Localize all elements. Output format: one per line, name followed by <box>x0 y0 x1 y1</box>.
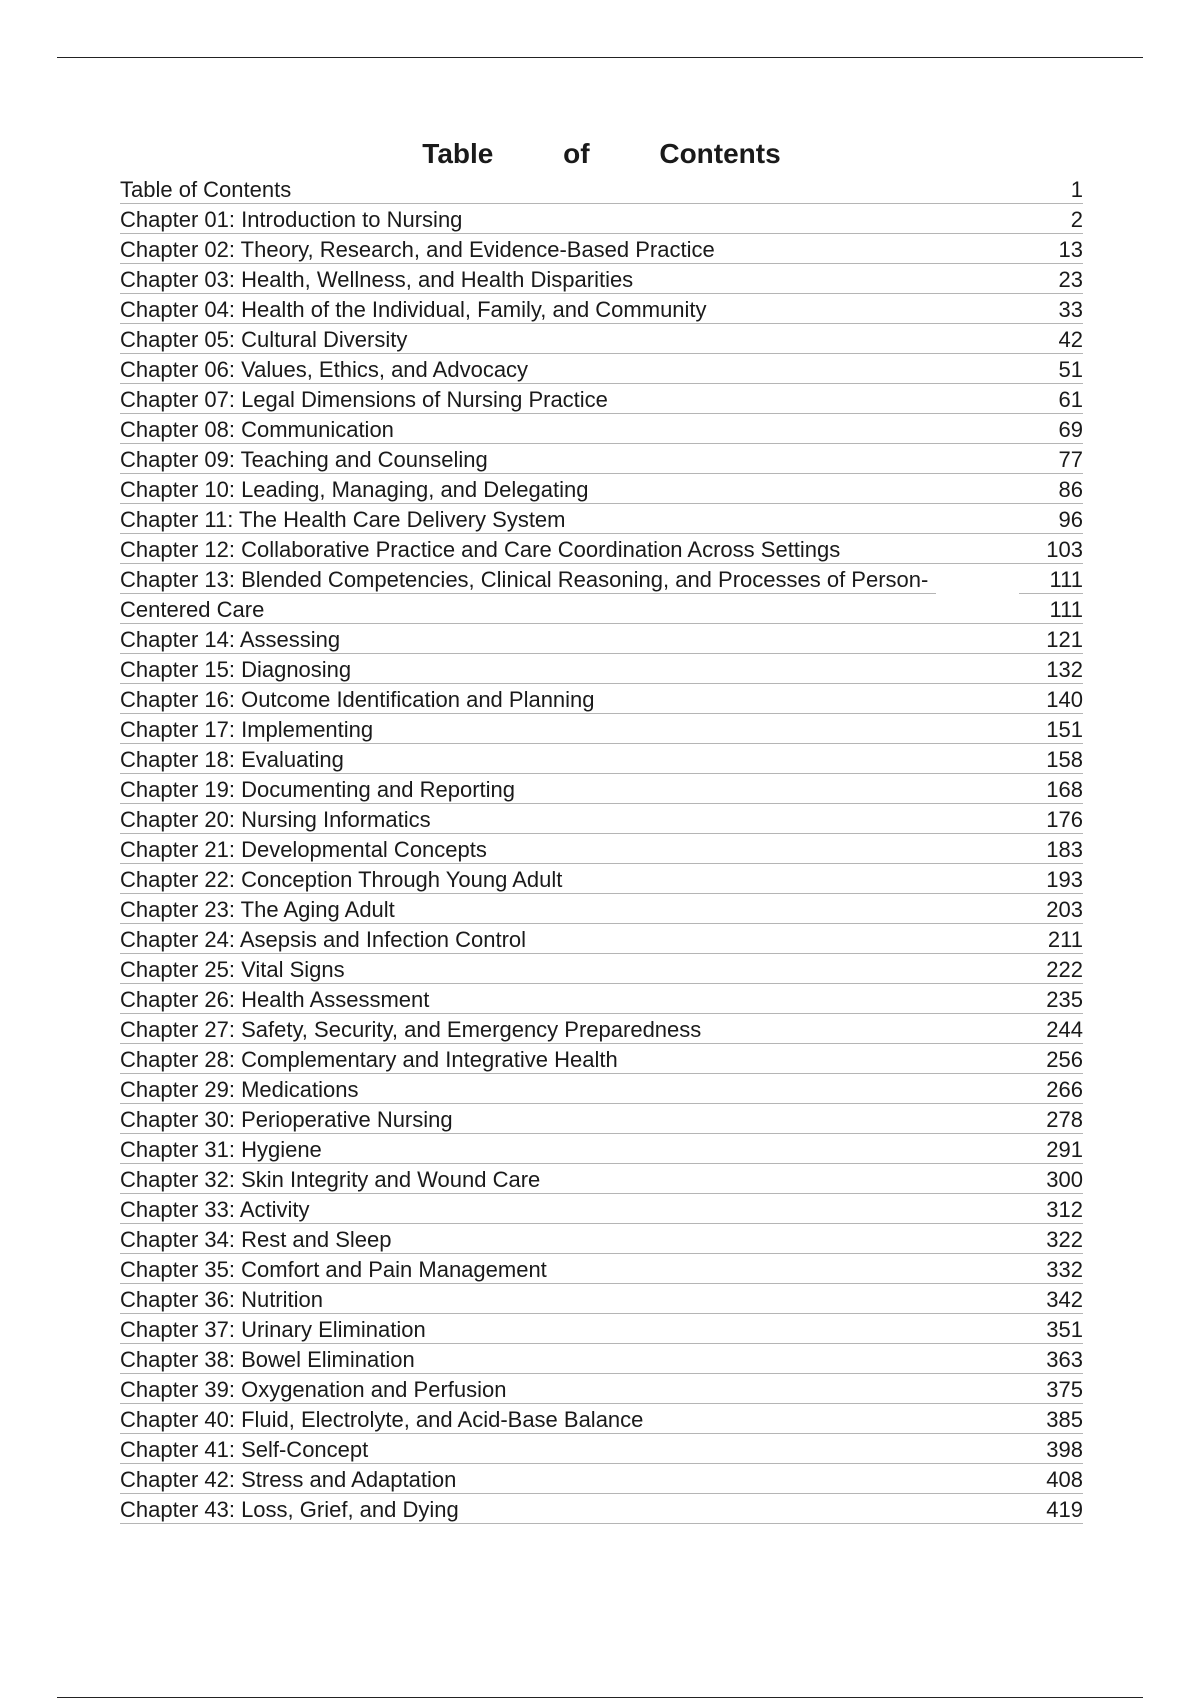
toc-entry-page: 69 <box>1019 414 1083 444</box>
toc-entry[interactable] <box>120 1344 1083 1374</box>
toc-entry-title: Chapter 36: Nutrition <box>120 1284 1019 1314</box>
toc-entry[interactable] <box>120 444 1083 474</box>
toc-entry-page: 222 <box>1019 954 1083 984</box>
toc-entry-title: Chapter 31: Hygiene <box>120 1134 1019 1164</box>
toc-entry-title: Chapter 22: Conception Through Young Adult <box>120 864 1019 894</box>
toc-entry-title: Chapter 34: Rest and Sleep <box>120 1224 1019 1254</box>
toc-entry-title: Chapter 15: Diagnosing <box>120 654 1019 684</box>
toc-entry[interactable] <box>120 504 1083 534</box>
toc-entry-page: 42 <box>1019 324 1083 354</box>
toc-entry[interactable] <box>120 1254 1083 1284</box>
toc-entry-title: Chapter 18: Evaluating <box>120 744 1019 774</box>
toc-entry-page: 51 <box>1019 354 1083 384</box>
toc-entry[interactable] <box>120 1464 1083 1494</box>
toc-entry-title: Chapter 19: Documenting and Reporting <box>120 774 1019 804</box>
toc-entry[interactable] <box>120 264 1083 294</box>
toc-entry-page: 322 <box>1019 1224 1083 1254</box>
toc-entry[interactable] <box>120 354 1083 384</box>
toc-entry-page: 291 <box>1019 1134 1083 1164</box>
toc-entry[interactable] <box>120 294 1083 324</box>
toc-entry-page: 398 <box>1019 1434 1083 1464</box>
toc-entry-title: Chapter 23: The Aging Adult <box>120 894 1019 924</box>
toc-entry[interactable] <box>120 924 1083 954</box>
page-title <box>120 138 1083 170</box>
toc-entry-title: Chapter 30: Perioperative Nursing <box>120 1104 1019 1134</box>
toc-entry-page: 419 <box>1019 1494 1083 1524</box>
toc-entry-page: 77 <box>1019 444 1083 474</box>
toc-entry[interactable] <box>120 834 1083 864</box>
footer-rule <box>57 1697 1143 1698</box>
toc-entry-page: 211 <box>1019 924 1083 954</box>
toc-entry[interactable] <box>120 1044 1083 1074</box>
toc-entry[interactable] <box>120 684 1083 714</box>
toc-entry-title: Chapter 29: Medications <box>120 1074 1019 1104</box>
toc-entry-page: 300 <box>1019 1164 1083 1194</box>
toc-entry-page: 342 <box>1019 1284 1083 1314</box>
toc-entry-page: 256 <box>1019 1044 1083 1074</box>
toc-entry[interactable] <box>120 654 1083 684</box>
toc-entry-page: 33 <box>1019 294 1083 324</box>
toc-entry[interactable] <box>120 1074 1083 1104</box>
toc-entry-page: 13 <box>1019 234 1083 264</box>
toc-entry-page: 235 <box>1019 984 1083 1014</box>
toc-entry-page: 312 <box>1019 1194 1083 1224</box>
toc-entry-page: 2 <box>1019 204 1083 234</box>
toc-entry[interactable] <box>120 1314 1083 1344</box>
toc-entry-page: 151 <box>1019 714 1083 744</box>
toc-entry-title-text: Chapter 13: Blended Competencies, Clinical Reasoning, and Processes of Person- <box>120 564 936 594</box>
toc-entry[interactable] <box>120 984 1083 1014</box>
toc-entry-page: 183 <box>1019 834 1083 864</box>
toc-entry-title: Chapter 32: Skin Integrity and Wound Care <box>120 1164 1019 1194</box>
toc-entry-title: Chapter 24: Asepsis and Infection Control <box>120 924 1019 954</box>
title-word: Contents <box>659 137 781 169</box>
toc-entry-page: 363 <box>1019 1344 1083 1374</box>
toc-entry-page: 111 <box>1019 564 1083 594</box>
toc-entry-page: 158 <box>1019 744 1083 774</box>
toc-entry-page: 121 <box>1019 624 1083 654</box>
toc-entry-title: Chapter 33: Activity <box>120 1194 1019 1224</box>
toc-list <box>120 174 1083 1524</box>
toc-entry-title: Chapter 16: Outcome Identification and Planning <box>120 684 1019 714</box>
toc-entry-page: 176 <box>1019 804 1083 834</box>
toc-entry-page: 278 <box>1019 1104 1083 1134</box>
toc-entry[interactable] <box>120 1134 1083 1164</box>
header-rule <box>57 57 1143 58</box>
toc-entry-title: Centered Care <box>120 594 1019 624</box>
toc-entry-title: Table of Contents <box>120 174 1019 204</box>
toc-entry[interactable] <box>120 1224 1083 1254</box>
toc-entry[interactable] <box>120 714 1083 744</box>
toc-entry[interactable] <box>120 864 1083 894</box>
toc-entry-page: 23 <box>1019 264 1083 294</box>
toc-entry-title: Chapter 38: Bowel Elimination <box>120 1344 1019 1374</box>
toc-entry-title: Chapter 37: Urinary Elimination <box>120 1314 1019 1344</box>
title-word: of <box>563 137 590 169</box>
toc-entry[interactable] <box>120 1494 1083 1524</box>
toc-entry[interactable] <box>120 1104 1083 1134</box>
toc-entry[interactable] <box>120 1404 1083 1434</box>
toc-entry-title: Chapter 27: Safety, Security, and Emergency Preparedness <box>120 1014 1019 1044</box>
toc-entry[interactable] <box>120 414 1083 444</box>
toc-entry-title: Chapter 06: Values, Ethics, and Advocacy <box>120 354 1019 384</box>
toc-entry-page: 193 <box>1019 864 1083 894</box>
toc-entry-title: Chapter 28: Complementary and Integrative Health <box>120 1044 1019 1074</box>
toc-entry-title: Chapter 08: Communication <box>120 414 1019 444</box>
toc-entry[interactable] <box>120 1374 1083 1404</box>
toc-entry[interactable] <box>120 534 1083 564</box>
toc-entry[interactable] <box>120 774 1083 804</box>
toc-entry[interactable] <box>120 954 1083 984</box>
toc-entry[interactable] <box>120 384 1083 414</box>
toc-entry-page: 103 <box>1019 534 1083 564</box>
toc-entry-page: 203 <box>1019 894 1083 924</box>
toc-entry[interactable] <box>120 174 1083 204</box>
toc-entry-title: Chapter 39: Oxygenation and Perfusion <box>120 1374 1019 1404</box>
toc-entry-title: Chapter 02: Theory, Research, and Evidence-Based Practice <box>120 234 1019 264</box>
toc-entry-title: Chapter 10: Leading, Managing, and Delegating <box>120 474 1019 504</box>
toc-entry-title: Chapter 01: Introduction to Nursing <box>120 204 1019 234</box>
toc-entry[interactable] <box>120 594 1083 624</box>
toc-entry[interactable] <box>120 744 1083 774</box>
toc-entry[interactable] <box>120 234 1083 264</box>
toc-entry[interactable] <box>120 894 1083 924</box>
toc-entry-page: 132 <box>1019 654 1083 684</box>
toc-entry-title: Chapter 41: Self-Concept <box>120 1434 1019 1464</box>
title-word: Table <box>422 137 494 169</box>
toc-entry-page: 332 <box>1019 1254 1083 1284</box>
toc-entry-title: Chapter 26: Health Assessment <box>120 984 1019 1014</box>
toc-entry-title: Chapter 17: Implementing <box>120 714 1019 744</box>
toc-entry-title: Chapter 04: Health of the Individual, Family, and Community <box>120 294 1019 324</box>
toc-entry-title: Chapter 25: Vital Signs <box>120 954 1019 984</box>
toc-entry[interactable] <box>120 474 1083 504</box>
toc-entry-page: 111 <box>1019 594 1083 624</box>
toc-entry-page: 351 <box>1019 1314 1083 1344</box>
toc-entry-page: 244 <box>1019 1014 1083 1044</box>
toc-entry-title: Chapter 21: Developmental Concepts <box>120 834 1019 864</box>
toc-entry[interactable] <box>120 324 1083 354</box>
toc-entry-page: 168 <box>1019 774 1083 804</box>
toc-entry-title: Chapter 43: Loss, Grief, and Dying <box>120 1494 1019 1524</box>
toc-entry-title: Chapter 07: Legal Dimensions of Nursing Practice <box>120 384 1019 414</box>
toc-entry-title: Chapter 35: Comfort and Pain Management <box>120 1254 1019 1284</box>
toc-entry-title: Chapter 12: Collaborative Practice and Care Coordination Across Settings <box>120 534 1019 564</box>
toc-entry-title <box>120 564 1019 594</box>
toc-entry[interactable] <box>120 1014 1083 1044</box>
toc-entry[interactable] <box>120 1284 1083 1314</box>
toc-entry-title: Chapter 14: Assessing <box>120 624 1019 654</box>
toc-entry-page: 385 <box>1019 1404 1083 1434</box>
toc-entry-title: Chapter 03: Health, Wellness, and Health Disparities <box>120 264 1019 294</box>
toc-entry-title: Chapter 05: Cultural Diversity <box>120 324 1019 354</box>
toc-entry-page: 140 <box>1019 684 1083 714</box>
toc-entry-page: 96 <box>1019 504 1083 534</box>
toc-entry-title: Chapter 09: Teaching and Counseling <box>120 444 1019 474</box>
toc-entry-title: Chapter 40: Fluid, Electrolyte, and Acid-Base Balance <box>120 1404 1019 1434</box>
toc-entry-page: 86 <box>1019 474 1083 504</box>
toc-entry-page: 408 <box>1019 1464 1083 1494</box>
toc-entry[interactable] <box>120 1434 1083 1464</box>
toc-entry-title: Chapter 20: Nursing Informatics <box>120 804 1019 834</box>
toc-entry[interactable] <box>120 204 1083 234</box>
toc-entry[interactable] <box>120 804 1083 834</box>
toc-entry-page: 266 <box>1019 1074 1083 1104</box>
toc-entry-page: 1 <box>1019 174 1083 204</box>
toc-entry-title: Chapter 42: Stress and Adaptation <box>120 1464 1019 1494</box>
toc-entry[interactable] <box>120 564 1083 594</box>
toc-entry-page: 375 <box>1019 1374 1083 1404</box>
toc-entry[interactable] <box>120 1194 1083 1224</box>
toc-entry-title: Chapter 11: The Health Care Delivery System <box>120 504 1019 534</box>
toc-entry[interactable] <box>120 624 1083 654</box>
toc-entry[interactable] <box>120 1164 1083 1194</box>
toc-entry-page: 61 <box>1019 384 1083 414</box>
